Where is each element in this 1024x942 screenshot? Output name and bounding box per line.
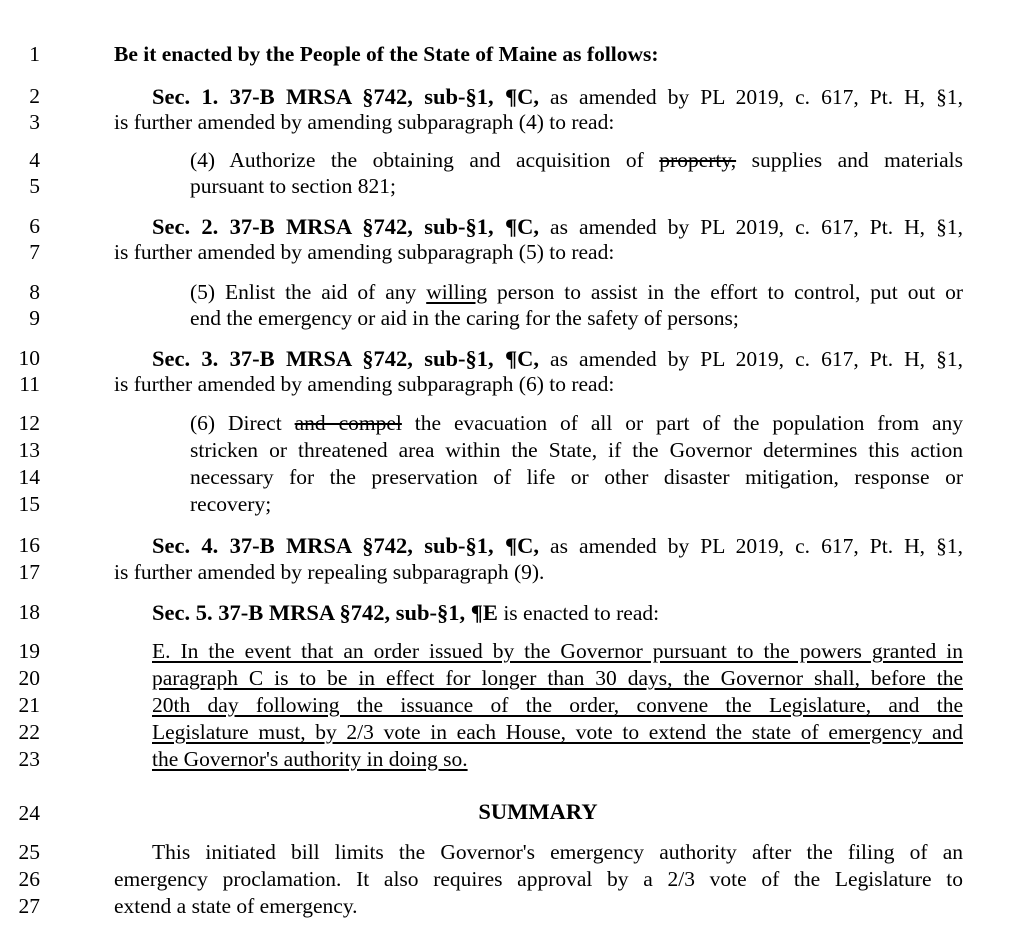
section-3-subparagraph-cont: stricken or threatened area within the State, if the Governor determines this action [190,438,963,462]
summary-heading: SUMMARY [478,799,598,824]
section-5-instruction: is enacted to read: [497,601,660,625]
sub4-text-b: supplies and materials [736,148,963,172]
line-number: 1 [29,42,40,66]
sub6-text-a: (6) Direct [190,411,295,435]
section-2-subparagraph-cont: end the emergency or aid in the caring for the safety of persons; [190,306,739,330]
line-number: 22 [18,720,40,744]
inserted-text: Legislature must, by 2/3 vote in each House, vote to extend the state of emergency and [152,720,963,744]
line-number: 2 [29,84,40,108]
summary-line: emergency proclamation. It also requires approval by a 2/3 vote of the Legislature to [114,867,963,891]
section-1-heading-line [152,86,963,109]
section-5-paragraph-line [152,749,468,771]
section-3-amendment-ref: as amended by PL 2019, c. 617, Pt. H, §1, [538,347,964,371]
line-number: 12 [18,411,40,435]
section-4-heading: Sec. 4. 37-B MRSA §742, sub-§1, ¶C, [152,533,539,558]
line-number: 15 [18,492,40,516]
section-5-paragraph-line [152,668,963,690]
summary-line: This initiated bill limits the Governor's emergency authority after the filing of an [152,840,963,864]
sub5-text-b: person to assist in the effort to control, put out or [487,280,963,304]
section-3-heading: Sec. 3. 37-B MRSA §742, sub-§1, ¶C, [152,346,539,371]
summary-line: extend a state of emergency. [114,894,358,918]
section-2-heading: Sec. 2. 37-B MRSA §742, sub-§1, ¶C, [152,214,539,239]
section-3-heading-line [152,348,963,371]
section-5-paragraph-line [152,722,963,744]
inserted-text: the Governor's authority in doing so. [152,747,468,771]
section-2-subparagraph [190,282,963,304]
sub6-text-b: the evacuation of all or part of the population from any [401,411,964,435]
sub5-text-a: (5) Enlist the aid of any [190,280,427,304]
section-1-heading: Sec. 1. 37-B MRSA §742, sub-§1, ¶C, [152,84,539,109]
section-3-subparagraph-cont: recovery; [190,492,272,516]
section-2-heading-line [152,216,963,239]
section-1-instruction: is further amended by amending subparagraph (4) to read: [114,110,615,134]
section-3-instruction: is further amended by amending subparagraph (6) to read: [114,372,615,396]
section-1-amendment-ref: as amended by PL 2019, c. 617, Pt. H, §1, [538,85,964,109]
line-number: 19 [18,639,40,663]
line-number: 8 [29,280,40,304]
sub6-struck-text: and compel [294,411,402,435]
line-number: 20 [18,666,40,690]
line-number: 21 [18,693,40,717]
enacting-clause: Be it enacted by the People of the State of Maine as follows: [114,42,659,66]
line-number: 10 [18,346,40,370]
line-number: 16 [18,533,40,557]
inserted-text: paragraph C is to be in effect for longer than 30 days, the Governor shall, before the [152,666,963,690]
line-number: 9 [29,306,40,330]
line-number: 17 [18,560,40,584]
line-number: 7 [29,240,40,264]
line-number: 14 [18,465,40,489]
section-4-amendment-ref: as amended by PL 2019, c. 617, Pt. H, §1, [538,534,964,558]
line-number: 24 [18,801,40,825]
section-3-subparagraph [190,413,963,435]
line-number: 6 [29,214,40,238]
section-5-heading: Sec. 5. 37-B MRSA §742, sub-§1, ¶E [152,600,498,625]
line-number: 18 [18,600,40,624]
line-number: 23 [18,747,40,771]
section-5-paragraph-line [152,695,963,717]
sub4-text-a: (4) Authorize the obtaining and acquisition of [190,148,660,172]
section-1-subparagraph [190,150,963,172]
section-2-instruction: is further amended by amending subparagraph (5) to read: [114,240,615,264]
inserted-text: E. In the event that an order issued by the Governor pursuant to the powers granted in [152,639,963,663]
section-5-heading-line [152,602,659,625]
section-1-subparagraph-cont: pursuant to section 821; [190,174,397,198]
line-number: 4 [29,148,40,172]
line-number: 11 [19,372,40,396]
section-5-paragraph-line [152,641,963,663]
section-3-subparagraph-cont: necessary for the preservation of life or other disaster mitigation, response or [190,465,963,489]
line-number: 3 [29,110,40,134]
line-number: 26 [18,867,40,891]
line-number: 25 [18,840,40,864]
line-number: 13 [18,438,40,462]
line-number: 5 [29,174,40,198]
section-2-amendment-ref: as amended by PL 2019, c. 617, Pt. H, §1, [538,215,964,239]
section-4-instruction: is further amended by repealing subparagraph (9). [114,560,545,584]
line-number: 27 [18,894,40,918]
inserted-text: 20th day following the issuance of the order, convene the Legislature, and the [152,693,963,717]
section-4-heading-line [152,535,963,558]
sub4-struck-text: property, [659,148,737,172]
sub5-inserted-text: willing [426,280,488,304]
